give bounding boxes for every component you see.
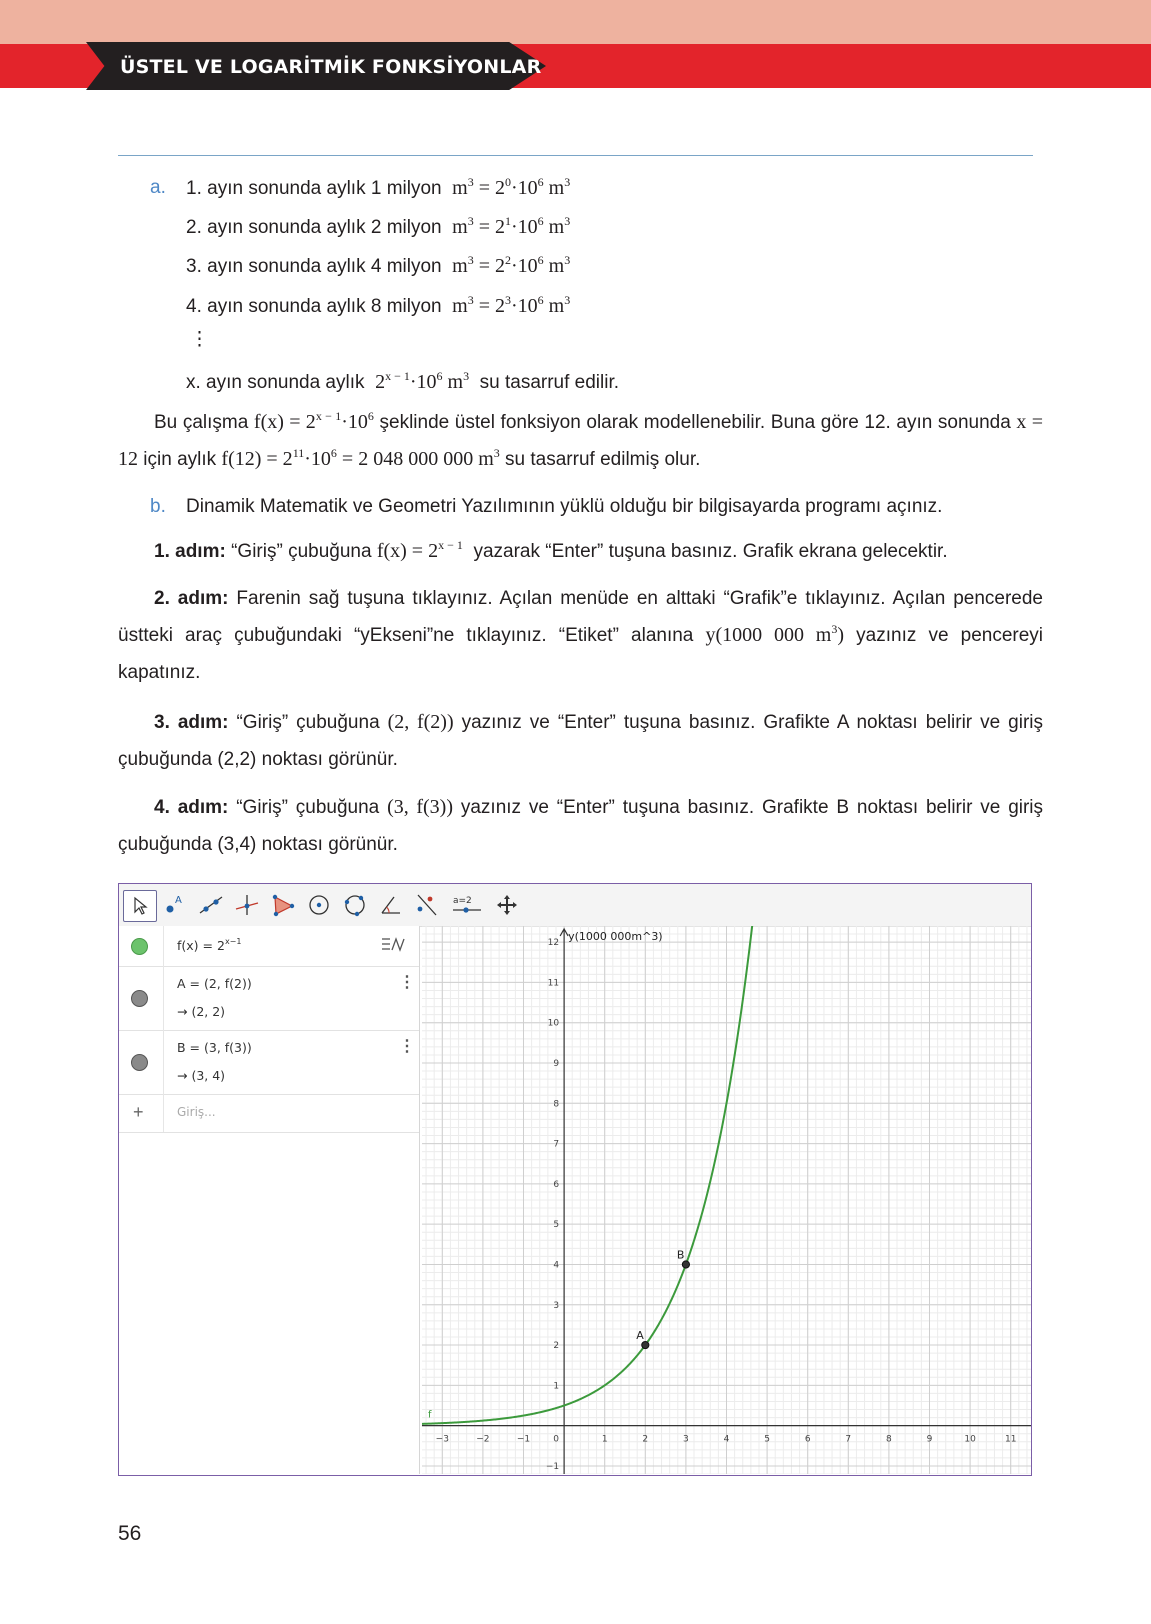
x-tick-label: 6 <box>804 1434 811 1445</box>
y-tick-label: 8 <box>553 1099 560 1110</box>
vertical-ellipsis: ⋮ <box>190 329 209 350</box>
algebra-input-row[interactable] <box>119 1094 419 1133</box>
geogebra-toolbar <box>119 884 1031 927</box>
step-1: 1. adım: “Giriş” çubuğuna $f(x) = 2^{x - 1}$ yazarak “Enter” tuşuna basınız. Grafik ekrana gelecektir. <box>154 538 948 562</box>
algebra-B-definition: B = (3, f(3)) <box>177 1040 252 1055</box>
x-tick-label: 10 <box>964 1434 976 1445</box>
x-tick-label: 9 <box>926 1434 933 1445</box>
y-tick-label: 7 <box>553 1139 560 1150</box>
x-tick-label: 4 <box>723 1434 730 1445</box>
perpendicular-icon[interactable] <box>231 890 263 920</box>
part-b-marker: b. <box>150 496 166 517</box>
visibility-toggle-f[interactable] <box>131 938 148 955</box>
step-3: 3. adım: “Giriş” çubuğuna (2, f(2)) yazınız ve “Enter” tuşuna basınız. Grafikte A noktası belirir ve giriş çubuğunda (2,2) noktası görünür. <box>118 711 1043 770</box>
x-tick-label: −2 <box>476 1434 490 1445</box>
y-tick-label: 3 <box>553 1300 560 1311</box>
point-B <box>682 1261 689 1268</box>
point-A <box>642 1341 649 1348</box>
y-tick-label: 1 <box>553 1381 560 1392</box>
page-number: 56 <box>118 1522 142 1545</box>
curve-label-f: f <box>428 1409 432 1421</box>
point-label-A: A <box>636 1329 644 1343</box>
algebra-B-value: → (3, 4) <box>177 1068 226 1083</box>
step-2: 2. adım: Farenin sağ tuşuna tıklayınız. Açılan menüde en alttaki “Grafik”e tıklayınız. Açılan pencerede üstteki araç çubuğundaki “yEkseni”ne tıklayınız. “Etiket” alanına y(1000 000 $m^3$) yazınız ve pencereyi kapatınız. <box>118 588 1044 683</box>
circle-three-points-icon[interactable] <box>339 890 371 920</box>
part-a-line-1: 1. ayın sonunda aylık 1 milyon $m^3 = 2^0\cdot 10^6$ $m^3$ <box>186 175 571 199</box>
model-paragraph: Bu çalışma $f(x) = 2^{x - 1}\cdot 10^6$ şeklinde üstel fonksiyon olarak modellenebilir. Buna göre 12. ayın sonunda x = 12 için aylık $f(12) = 2^{11}\cdot 10^6 = 2$ 048 000 000 $m^3$ su tasarruf edilmiş olur. <box>118 409 1044 470</box>
x-tick-label: 1 <box>601 1434 608 1445</box>
reflect-icon[interactable] <box>411 890 443 920</box>
visibility-toggle-A[interactable] <box>131 990 148 1007</box>
move-arrow-icon[interactable] <box>123 890 157 922</box>
x-tick-label: 3 <box>683 1434 689 1445</box>
y-tick-label: 9 <box>553 1059 560 1069</box>
y-tick-label: 11 <box>547 978 560 989</box>
algebra-row-A[interactable] <box>119 966 419 1031</box>
x-tick-label: −3 <box>435 1434 449 1445</box>
step-4: 4. adım: “Giriş” çubuğuna (3, f(3)) yazınız ve “Enter” tuşuna basınız. Grafikte B noktası belirir ve giriş çubuğunda (3,4) noktası görünür. <box>118 796 1044 855</box>
function-curve-f <box>422 926 754 1424</box>
algebra-A-value: → (2, 2) <box>177 1004 226 1019</box>
y-tick-label: 12 <box>547 938 560 949</box>
part-a-last-line: x. ayın sonunda aylık $2^{x - 1}\cdot 10^6$ $m^3$ su tasarruf edilir. <box>186 369 620 393</box>
algebra-row-B[interactable] <box>119 1030 419 1095</box>
input-bar[interactable]: Giriş... <box>177 1105 216 1119</box>
line-icon[interactable] <box>195 890 227 920</box>
graphics-view[interactable] <box>422 926 1031 1474</box>
geogebra-window <box>118 883 1032 1476</box>
x-tick-label: 2 <box>642 1434 649 1445</box>
slider-label: a=2 <box>453 896 472 906</box>
point-icon[interactable] <box>159 890 191 920</box>
divider <box>118 155 1033 156</box>
part-a-marker: a. <box>150 177 166 198</box>
point-label-B: B <box>676 1248 685 1262</box>
y-tick-label: 6 <box>553 1179 560 1190</box>
algebra-f-definition: $f(x) = 2^{x-1}$ <box>177 937 242 953</box>
x-tick-label: 8 <box>886 1434 892 1445</box>
part-a-line-3: 3. ayın sonunda aylık 4 milyon $m^3 = 2^2\cdot 10^6$ $m^3$ <box>186 253 571 277</box>
part-a-line-2: 2. ayın sonunda aylık 2 milyon $m^3 = 2^1\cdot 10^6$ $m^3$ <box>186 214 571 238</box>
part-a-line-4: 4. ayın sonunda aylık 8 milyon $m^3 = 2^3\cdot 10^6$ $m^3$ <box>186 293 571 317</box>
visibility-toggle-B[interactable] <box>131 1054 148 1071</box>
x-tick-label: 7 <box>845 1434 852 1445</box>
more-options-icon[interactable]: ⋮ <box>399 1038 415 1055</box>
angle-icon[interactable] <box>375 890 407 920</box>
plus-icon[interactable]: + <box>133 1102 144 1122</box>
move-view-icon[interactable] <box>491 890 523 920</box>
svg-text:A: A <box>175 895 182 906</box>
x-tick-label: 0 <box>553 1434 559 1445</box>
chapter-title: ÜSTEL VE LOGARİTMİK FONKSİYONLAR <box>120 56 542 78</box>
y-tick-label: 5 <box>553 1220 560 1231</box>
y-tick-label: −1 <box>545 1461 560 1472</box>
part-b-text: Dinamik Matematik ve Geometri Yazılımının yüklü olduğu bir bilgisayarda programı açınız. <box>186 496 943 517</box>
slider-icon[interactable] <box>447 890 487 920</box>
algebra-row-f[interactable] <box>119 926 419 967</box>
x-tick-label: 11 <box>1004 1434 1017 1445</box>
x-tick-label: 5 <box>764 1434 770 1445</box>
y-tick-label: 10 <box>547 1018 560 1029</box>
y-tick-label: 4 <box>553 1260 560 1271</box>
y-tick-label: 2 <box>553 1341 560 1352</box>
y-axis-label: y(1000 000m^3) <box>568 930 663 943</box>
circle-center-icon[interactable] <box>303 890 335 920</box>
x-tick-label: −1 <box>516 1434 531 1445</box>
algebra-descriptions-icon[interactable] <box>381 936 407 959</box>
polygon-icon[interactable] <box>267 890 299 920</box>
algebra-A-definition: A = (2, f(2)) <box>177 976 252 991</box>
algebra-view <box>119 926 420 1474</box>
more-options-icon[interactable]: ⋮ <box>399 974 415 991</box>
function-graph[interactable] <box>422 926 1031 1474</box>
